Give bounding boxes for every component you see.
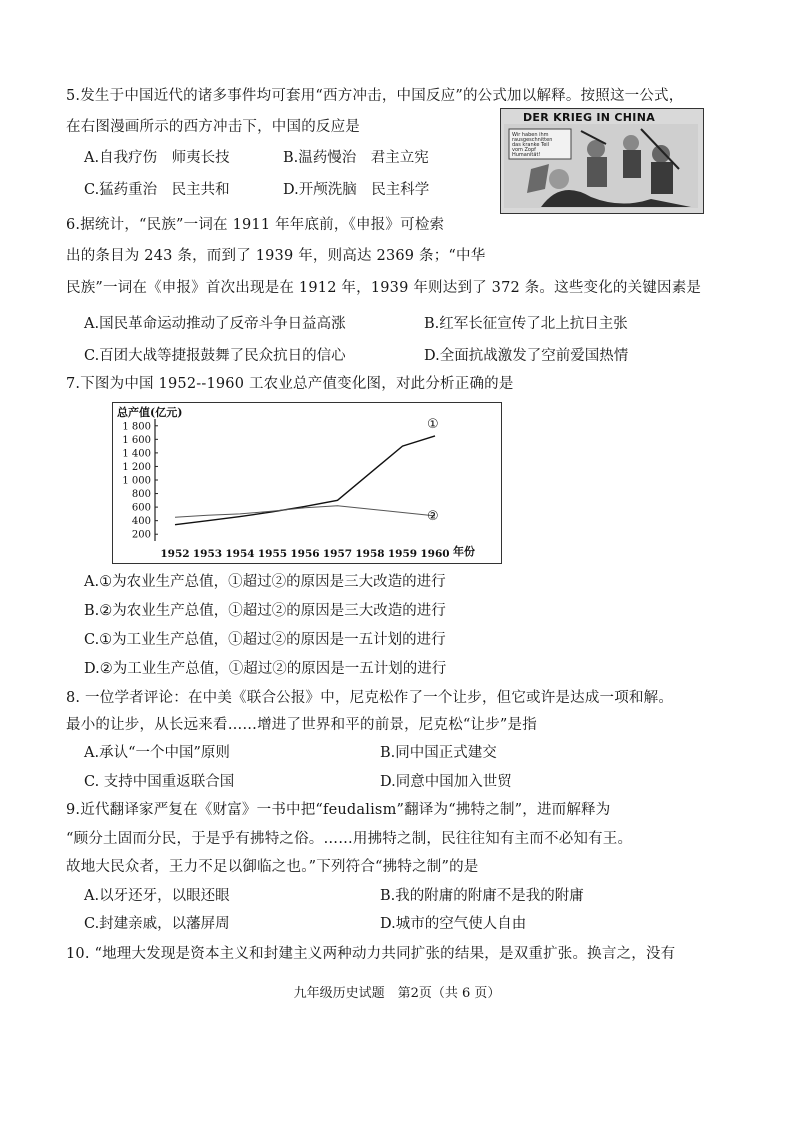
q9-stem-line3: 故地大民众者，王力不足以御临之也。”下列符合“拂特之制”的是 (66, 859, 479, 875)
cartoon-caption: Wir haben ihm rausgeschnitten das kranke Teil vom Zopf Humanität! (512, 132, 553, 158)
q7-option-c: C.①为工业生产总值，①超过②的原因是一五计划的进行 (84, 632, 446, 648)
x-tick-label: 1955 (257, 548, 288, 560)
q6-option-a: A.国民革命运动推动了反帝斗争日益高涨 (84, 316, 346, 332)
q8-option-a: A.承认“一个中国”原则 (84, 745, 230, 761)
q7-option-b: B.②为农业生产总值，①超过②的原因是三大改造的进行 (84, 603, 446, 619)
q5-cartoon-image (500, 108, 704, 214)
chart-y-axis-title: 总产值(亿元) (117, 406, 183, 419)
q8-stem-line2: 最小的让步，从长远来看……增进了世界和平的前景，尼克松“让步”是指 (66, 717, 537, 733)
y-tick-label: 400 (131, 516, 151, 528)
q8-option-b: B.同中国正式建交 (380, 745, 497, 761)
q5-option-b: B.温药慢治 君主立宪 (283, 150, 429, 166)
q5-option-c: C.猛药重治 民主共和 (84, 182, 230, 198)
q7-stem: 7.下图为中国 1952--1960 工农业总产值变化图，对此分析正确的是 (66, 376, 514, 392)
q6-stem-line2: 出的条目为 243 条，而到了 1939 年，则高达 2369 条；“中华 (66, 248, 486, 264)
q7-option-d: D.②为工业生产总值，①超过②的原因是一五计划的进行 (84, 661, 447, 677)
q5-stem-line2: 在右图漫画所示的西方冲击下，中国的反应是 (66, 119, 360, 135)
y-tick-label: 1 200 (122, 461, 151, 473)
series-label-1: ① (427, 416, 439, 432)
y-tick-label: 1 000 (122, 475, 151, 487)
series-label-2: ② (427, 508, 439, 524)
q7-option-a: A.①为农业生产总值，①超过②的原因是三大改造的进行 (84, 574, 446, 590)
q8-stem-line1: 8. 一位学者评论：在中美《联合公报》中，尼克松作了一个让步，但它或许是达成一项和解。 (66, 690, 674, 706)
cartoon-drawing (501, 109, 703, 213)
y-tick-label: 800 (131, 489, 151, 501)
q6-option-b: B.红军长征宣传了北上抗日主张 (424, 316, 628, 332)
x-tick-label: 1960 (420, 548, 450, 560)
series-line-2 (175, 506, 435, 518)
chart-svg (113, 403, 501, 563)
q6-option-c: C.百团大战等捷报鼓舞了民众抗日的信心 (84, 348, 346, 364)
q6-stem-line3: 民族”一词在《申报》首次出现是在 1912 年，1939 年则达到了 372 条。这些变化的关键因素是 (66, 280, 702, 296)
cartoon-title: DER KRIEG IN CHINA (523, 111, 656, 124)
y-tick-label: 1 400 (122, 448, 151, 460)
q9-option-b: B.我的附庸的附庸不是我的附庸 (380, 888, 584, 904)
x-tick-label: 1959 (387, 548, 418, 560)
x-tick-label: 1952 (160, 548, 190, 560)
q5-option-a: A.自我疗伤 师夷长技 (84, 150, 230, 166)
q9-option-c: C.封建亲戚，以藩屏周 (84, 916, 230, 932)
q6-option-d: D.全面抗战激发了空前爱国热情 (424, 348, 629, 364)
q8-option-d: D.同意中国加入世贸 (380, 774, 512, 790)
q9-option-a: A.以牙还牙，以眼还眼 (84, 888, 230, 904)
x-tick-label: 1954 (225, 548, 255, 560)
q9-option-d: D.城市的空气使人自由 (380, 916, 527, 932)
x-tick-label: 1956 (290, 548, 320, 560)
q10-stem-line1: 10. “地理大发现是资本主义和封建主义两种动力共同扩张的结果，是双重扩张。换言之，没有 (66, 946, 676, 962)
chart-x-axis-title: 年份 (453, 545, 475, 558)
q6-stem-line1: 6.据统计，“民族”一词在 1911 年年底前，《申报》可检索 (66, 217, 445, 233)
q5-option-d: D.开颅洗脑 民主科学 (283, 182, 430, 198)
y-tick-label: 1 800 (122, 421, 151, 433)
q9-stem-line1: 9.近代翻译家严复在《财富》一书中把“feudalism”翻译为“拂特之制”，进而解释为 (66, 802, 611, 818)
x-tick-label: 1953 (192, 548, 223, 560)
q5-stem-line1: 5.发生于中国近代的诸多事件均可套用“西方冲击，中国反应”的公式加以解释。按照这一公式， (66, 88, 684, 104)
y-tick-label: 1 600 (122, 434, 151, 446)
y-tick-label: 200 (131, 529, 151, 541)
q8-option-c: C. 支持中国重返联合国 (84, 774, 235, 790)
x-tick-label: 1957 (322, 548, 353, 560)
q9-stem-line2: “顾分土固而分民，于是乎有拂特之俗。……用拂特之制，民往往知有主而不必知有王。 (66, 831, 633, 847)
page-footer: 九年级历史试题 第2页（共 6 页） (293, 986, 501, 1001)
q7-line-chart (112, 402, 502, 564)
x-tick-label: 1958 (355, 548, 385, 560)
y-tick-label: 600 (131, 502, 151, 514)
